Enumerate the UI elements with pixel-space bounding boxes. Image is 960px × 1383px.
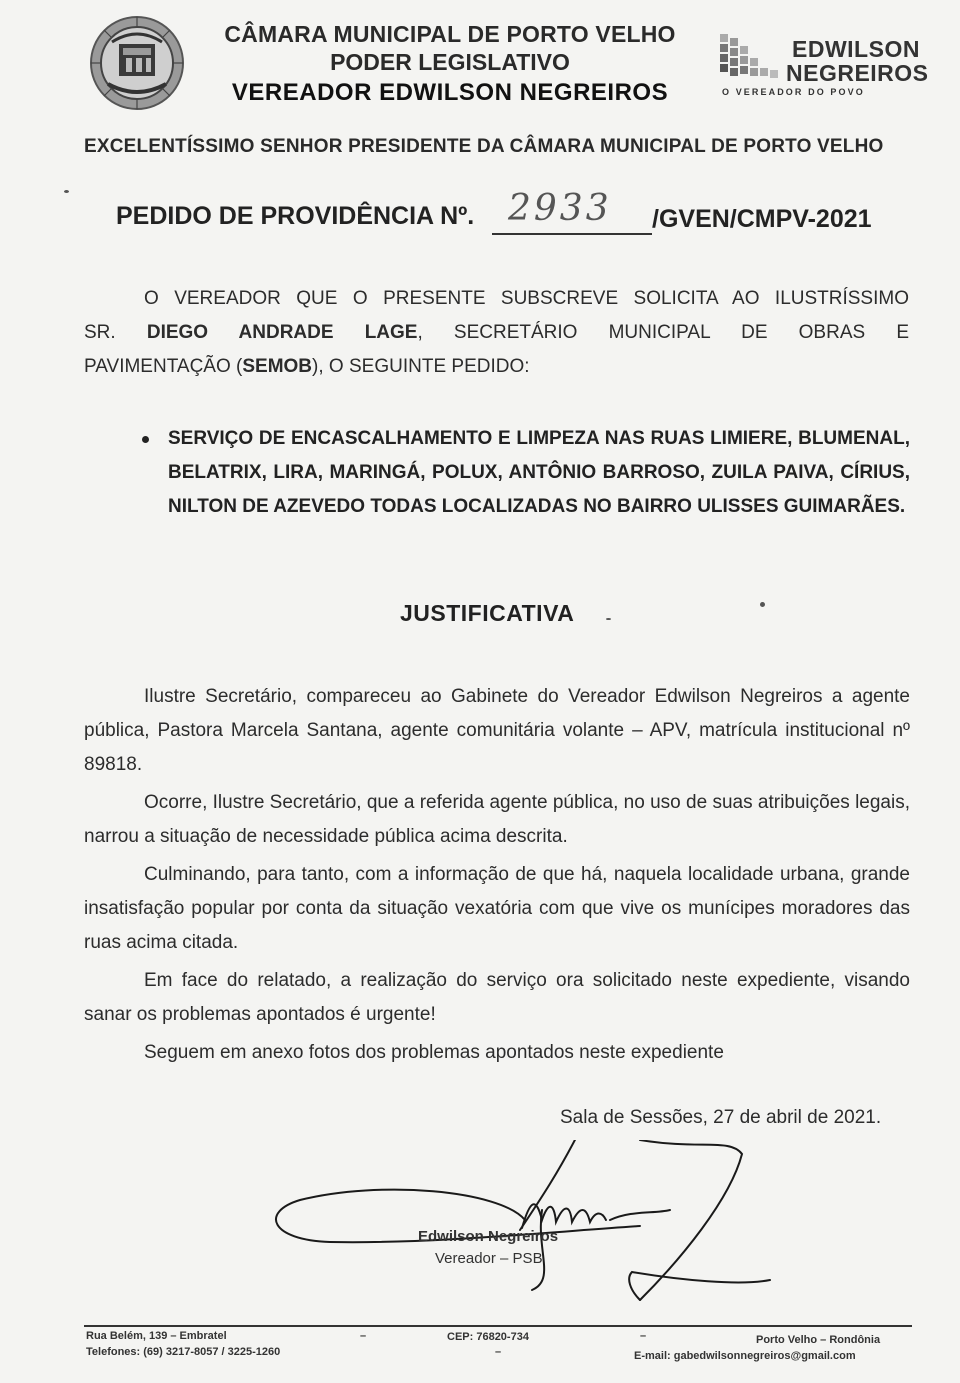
agency-acronym: SEMOB — [242, 356, 313, 377]
intro-line-2 — [84, 316, 909, 350]
secretary-role: , SECRETÁRIO MUNICIPAL DE OBRAS E — [417, 322, 910, 343]
addressee: EXCELENTÍSSIMO SENHOR PRESIDENTE DA CÂMARA MUNICIPAL DE PORTO VELHO — [84, 136, 884, 157]
intro-line-3 — [84, 350, 909, 384]
footer-email: E-mail: gabedwilsonnegreiros@gmail.com — [634, 1350, 856, 1362]
footer-city: Porto Velho – Rondônia — [756, 1334, 881, 1346]
footer-separator: – — [360, 1330, 367, 1342]
footer-separator: – — [495, 1346, 502, 1358]
request-suffix: /GVEN/CMPV-2021 — [652, 205, 872, 233]
scan-speck — [606, 618, 611, 620]
councilor-logo — [720, 32, 929, 108]
footer-separator: – — [640, 1330, 647, 1342]
intro-line-1: O VEREADOR QUE O PRESENTE SUBSCREVE SOLICITA AO ILUSTRÍSSIMO — [144, 288, 909, 309]
footer-phones: Telefones: (69) 3217-8057 / 3225-1260 — [86, 1346, 281, 1358]
logo-name-line2: NEGREIROS — [786, 60, 929, 86]
logo-tagline: O VEREADOR DO POVO — [722, 87, 865, 97]
request-prefix: PEDIDO DE PROVIDÊNCIA Nº. — [116, 202, 475, 230]
number-underline — [492, 233, 652, 235]
footer-address: Rua Belém, 139 – Embratel — [86, 1330, 227, 1342]
intro-post-agency: ), O SEGUINTE PEDIDO: — [312, 356, 530, 377]
justification-paragraph-4: Em face do relatado, a realização do serviço ora solicitado neste expediente, visando sanar os problemas apontados é urgente! — [84, 970, 910, 1025]
request-item: SERVIÇO DE ENCASCALHAMENTO E LIMPEZA NAS RUAS LIMIERE, BLUMENAL, BELATRIX, LIRA, MARINGÁ, POLUX, ANTÔNIO BARROSO, ZUILA PAIVA, CÍRIUS, NILTON DE AZEVEDO TODAS LOCALIZADAS NO BAIRRO ULISSES GUIMARÃES. — [168, 428, 910, 517]
intro-sr: SR. — [84, 322, 116, 343]
handwritten-signature — [260, 1140, 780, 1310]
footer-divider — [84, 1325, 912, 1327]
dateline: Sala de Sessões, 27 de abril de 2021. — [560, 1107, 882, 1128]
justification-paragraph-5: Seguem em anexo fotos dos problemas apontados neste expediente — [144, 1042, 724, 1063]
signer-role: Vereador – PSB — [435, 1250, 543, 1267]
intro-pre-agency: PAVIMENTAÇÃO ( — [84, 356, 243, 377]
logo-blocks-icon — [720, 34, 782, 80]
institution-name: CÂMARA MUNICIPAL DE PORTO VELHO — [224, 21, 676, 47]
secretary-name: DIEGO ANDRADE LAGE — [146, 322, 418, 343]
branch-name: PODER LEGISLATIVO — [330, 49, 570, 75]
request-number: 2933 — [508, 188, 612, 229]
justification-heading: JUSTIFICATIVA — [400, 600, 575, 626]
letterhead — [200, 20, 700, 110]
justification-paragraph-2: Ocorre, Ilustre Secretário, que a referida agente pública, no uso de suas atribuições legais, narrou a situação de necessidade pública acima descrita. — [84, 792, 910, 847]
signer-name: Edwilson Negreiros — [418, 1228, 559, 1245]
councilor-name: VEREADOR EDWILSON NEGREIROS — [231, 79, 669, 106]
justification-paragraph-3: Culminando, para tanto, com a informação de que há, naquela localidade urbana, grande insatisfação popular por conta da situação vexatória com que vive os munícipes moradores das ruas acima citada. — [84, 864, 910, 953]
request-title — [116, 188, 916, 240]
bullet-icon — [142, 436, 149, 443]
scan-speck — [760, 602, 765, 607]
justification-paragraph-1: Ilustre Secretário, compareceu ao Gabinete do Vereador Edwilson Negreiros a agente pública, Pastora Marcela Santana, agente comunitária volante – APV, matrícula institucional nº 89818. — [84, 686, 910, 775]
scan-speck — [64, 190, 69, 193]
logo-name-line1: EDWILSON — [792, 36, 920, 62]
footer-cep: CEP: 76820-734 — [447, 1331, 529, 1343]
municipal-seal-icon — [86, 14, 188, 112]
